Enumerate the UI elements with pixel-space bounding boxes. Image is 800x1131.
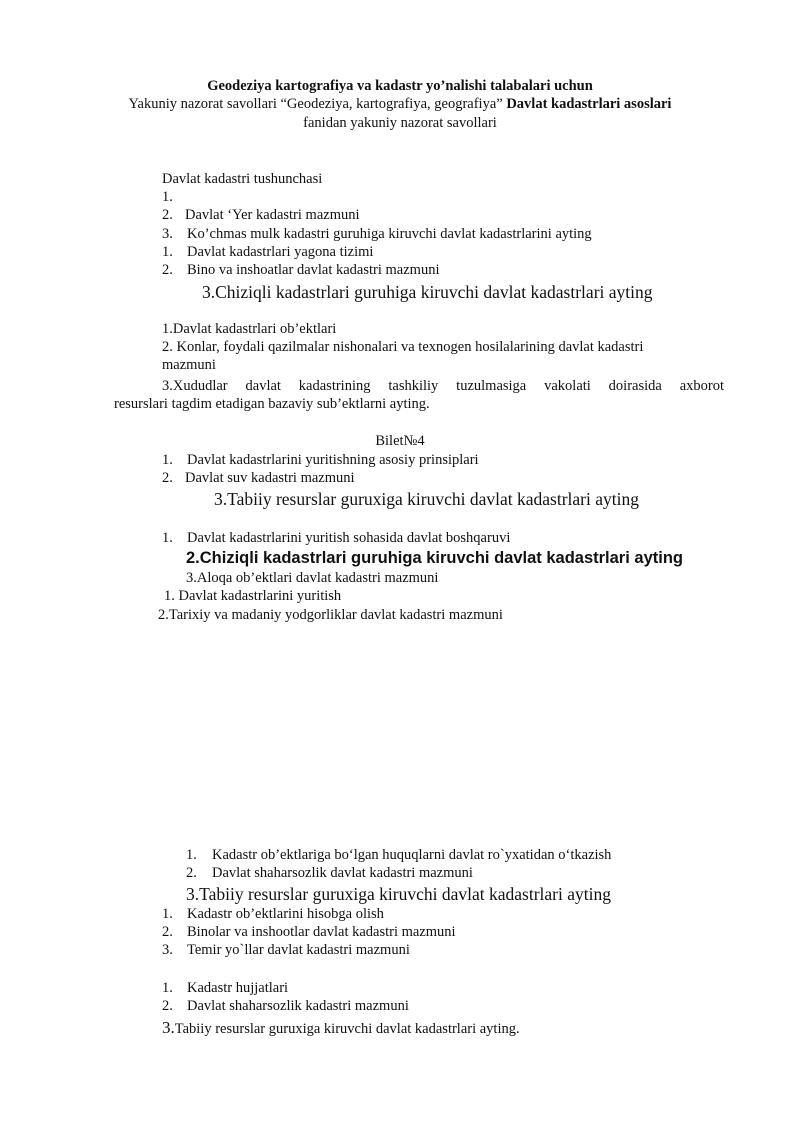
item-text: Kadastr hujjatlari (187, 980, 289, 996)
item-number: 1. (162, 244, 173, 260)
item-text: Ko’chmas mulk kadastri guruhiga kiruvchi davlat kadastrlarini ayting (187, 226, 592, 242)
list-item: 1.Davlat kadastrlari ob’ektlari (162, 321, 337, 337)
item-text: Davlat ‘Yer kadastri mazmuni (185, 207, 360, 223)
list-item (162, 905, 173, 923)
item-number: 1. (162, 980, 173, 996)
item-number: 1. (162, 452, 173, 468)
bilet-title: Bilet№4 (375, 433, 425, 449)
item-number: 1. (186, 847, 197, 863)
item-text: Kadastr ob’ektlariga bo‘lgan huquqlarni davlat ro`yxatidan o‘tkazish (212, 847, 612, 863)
item-number: 3. (162, 226, 173, 242)
emphasized-question: 3.Tabiiy resurslar guruxiga kiruvchi davlat kadastrlari ayting (186, 884, 611, 904)
list-item-continuation: mazmuni (162, 357, 216, 373)
item-text: Davlat suv kadastri mazmuni (185, 470, 355, 486)
list-item (162, 243, 173, 261)
item-number: 1. (162, 906, 173, 922)
list-item (162, 469, 173, 487)
section-heading: Davlat kadastri tushunchasi (162, 171, 323, 187)
page-title: Geodeziya kartografiya va kadastr yo’nalishi talabalari uchun (207, 78, 593, 94)
item-number: 2. (162, 207, 173, 223)
list-item (162, 451, 173, 469)
list-item: 2. Konlar, foydali qazilmalar nishonalari va texnogen hosilalarining davlat kadastri (162, 339, 644, 355)
subtitle-text: Yakuniy nazorat savollari “Geodeziya, kartografiya, geografiya” (128, 96, 507, 112)
list-item (162, 941, 173, 959)
item-text: Binolar va inshootlar davlat kadastri mazmuni (187, 924, 456, 940)
subtitle-subject: Davlat kadastrlari asoslari (506, 96, 672, 112)
item-number: 3. (162, 942, 173, 958)
page-subtitle (0, 95, 800, 113)
list-item: 1. Davlat kadastrlarini yuritish (164, 588, 342, 604)
list-item (162, 188, 173, 206)
item-number: 2. (162, 998, 173, 1014)
item-number: 2. (186, 865, 197, 881)
list-item: 3.Xududlar davlat kadastrining tashkiliy tuzulmasiga vakolati doirasida axborot (162, 378, 724, 394)
list-item: 3.Aloqa ob’ektlari davlat kadastri mazmuni (186, 570, 439, 586)
item-number: 1. (162, 189, 173, 205)
item-number: 3. (162, 1018, 175, 1037)
item-number: 1. (162, 530, 173, 546)
bold-question: 2.Chiziqli kadastrlari guruhiga kiruvchi davlat kadastrlari ayting (186, 549, 683, 567)
list-item (162, 261, 173, 279)
page-subtitle-line2: fanidan yakuniy nazorat savollari (303, 115, 497, 131)
item-text: Davlat kadastrlarini yuritishning asosiy prinsiplari (187, 452, 479, 468)
item-number: 2. (162, 262, 173, 278)
item-text: Temir yo`llar davlat kadastri mazmuni (187, 942, 410, 958)
item-text: Kadastr ob’ektlarini hisobga olish (187, 906, 384, 922)
item-text: Davlat shaharsozlik kadastri mazmuni (187, 998, 409, 1014)
list-item (186, 864, 197, 882)
list-item (162, 206, 173, 224)
list-item (162, 979, 173, 997)
list-item (162, 997, 173, 1015)
emphasized-question: 3.Tabiiy resurslar guruxiga kiruvchi davlat kadastrlari ayting (214, 489, 639, 509)
emphasized-question: 3.Chiziqli kadastrlari guruhiga kiruvchi davlat kadastrlari ayting (202, 282, 653, 302)
list-item-continuation: resurslari tagdim etadigan bazaviy sub’ektlarni ayting. (114, 396, 430, 412)
item-text: Davlat kadastrlarini yuritish sohasida davlat boshqaruvi (187, 530, 511, 546)
item-text: Davlat shaharsozlik davlat kadastri mazmuni (212, 865, 473, 881)
list-item (186, 846, 197, 864)
list-item (162, 1017, 520, 1039)
list-item (162, 529, 173, 547)
list-item (162, 225, 173, 243)
item-text: Davlat kadastrlari yagona tizimi (187, 244, 374, 260)
list-item (162, 923, 173, 941)
item-number: 2. (162, 924, 173, 940)
item-number: 2. (162, 470, 173, 486)
list-item: 2.Tarixiy va madaniy yodgorliklar davlat kadastri mazmuni (158, 607, 503, 623)
item-text: Tabiiy resurslar guruxiga kiruvchi davlat kadastrlari ayting. (174, 1021, 520, 1037)
item-text: Bino va inshoatlar davlat kadastri mazmuni (187, 262, 440, 278)
